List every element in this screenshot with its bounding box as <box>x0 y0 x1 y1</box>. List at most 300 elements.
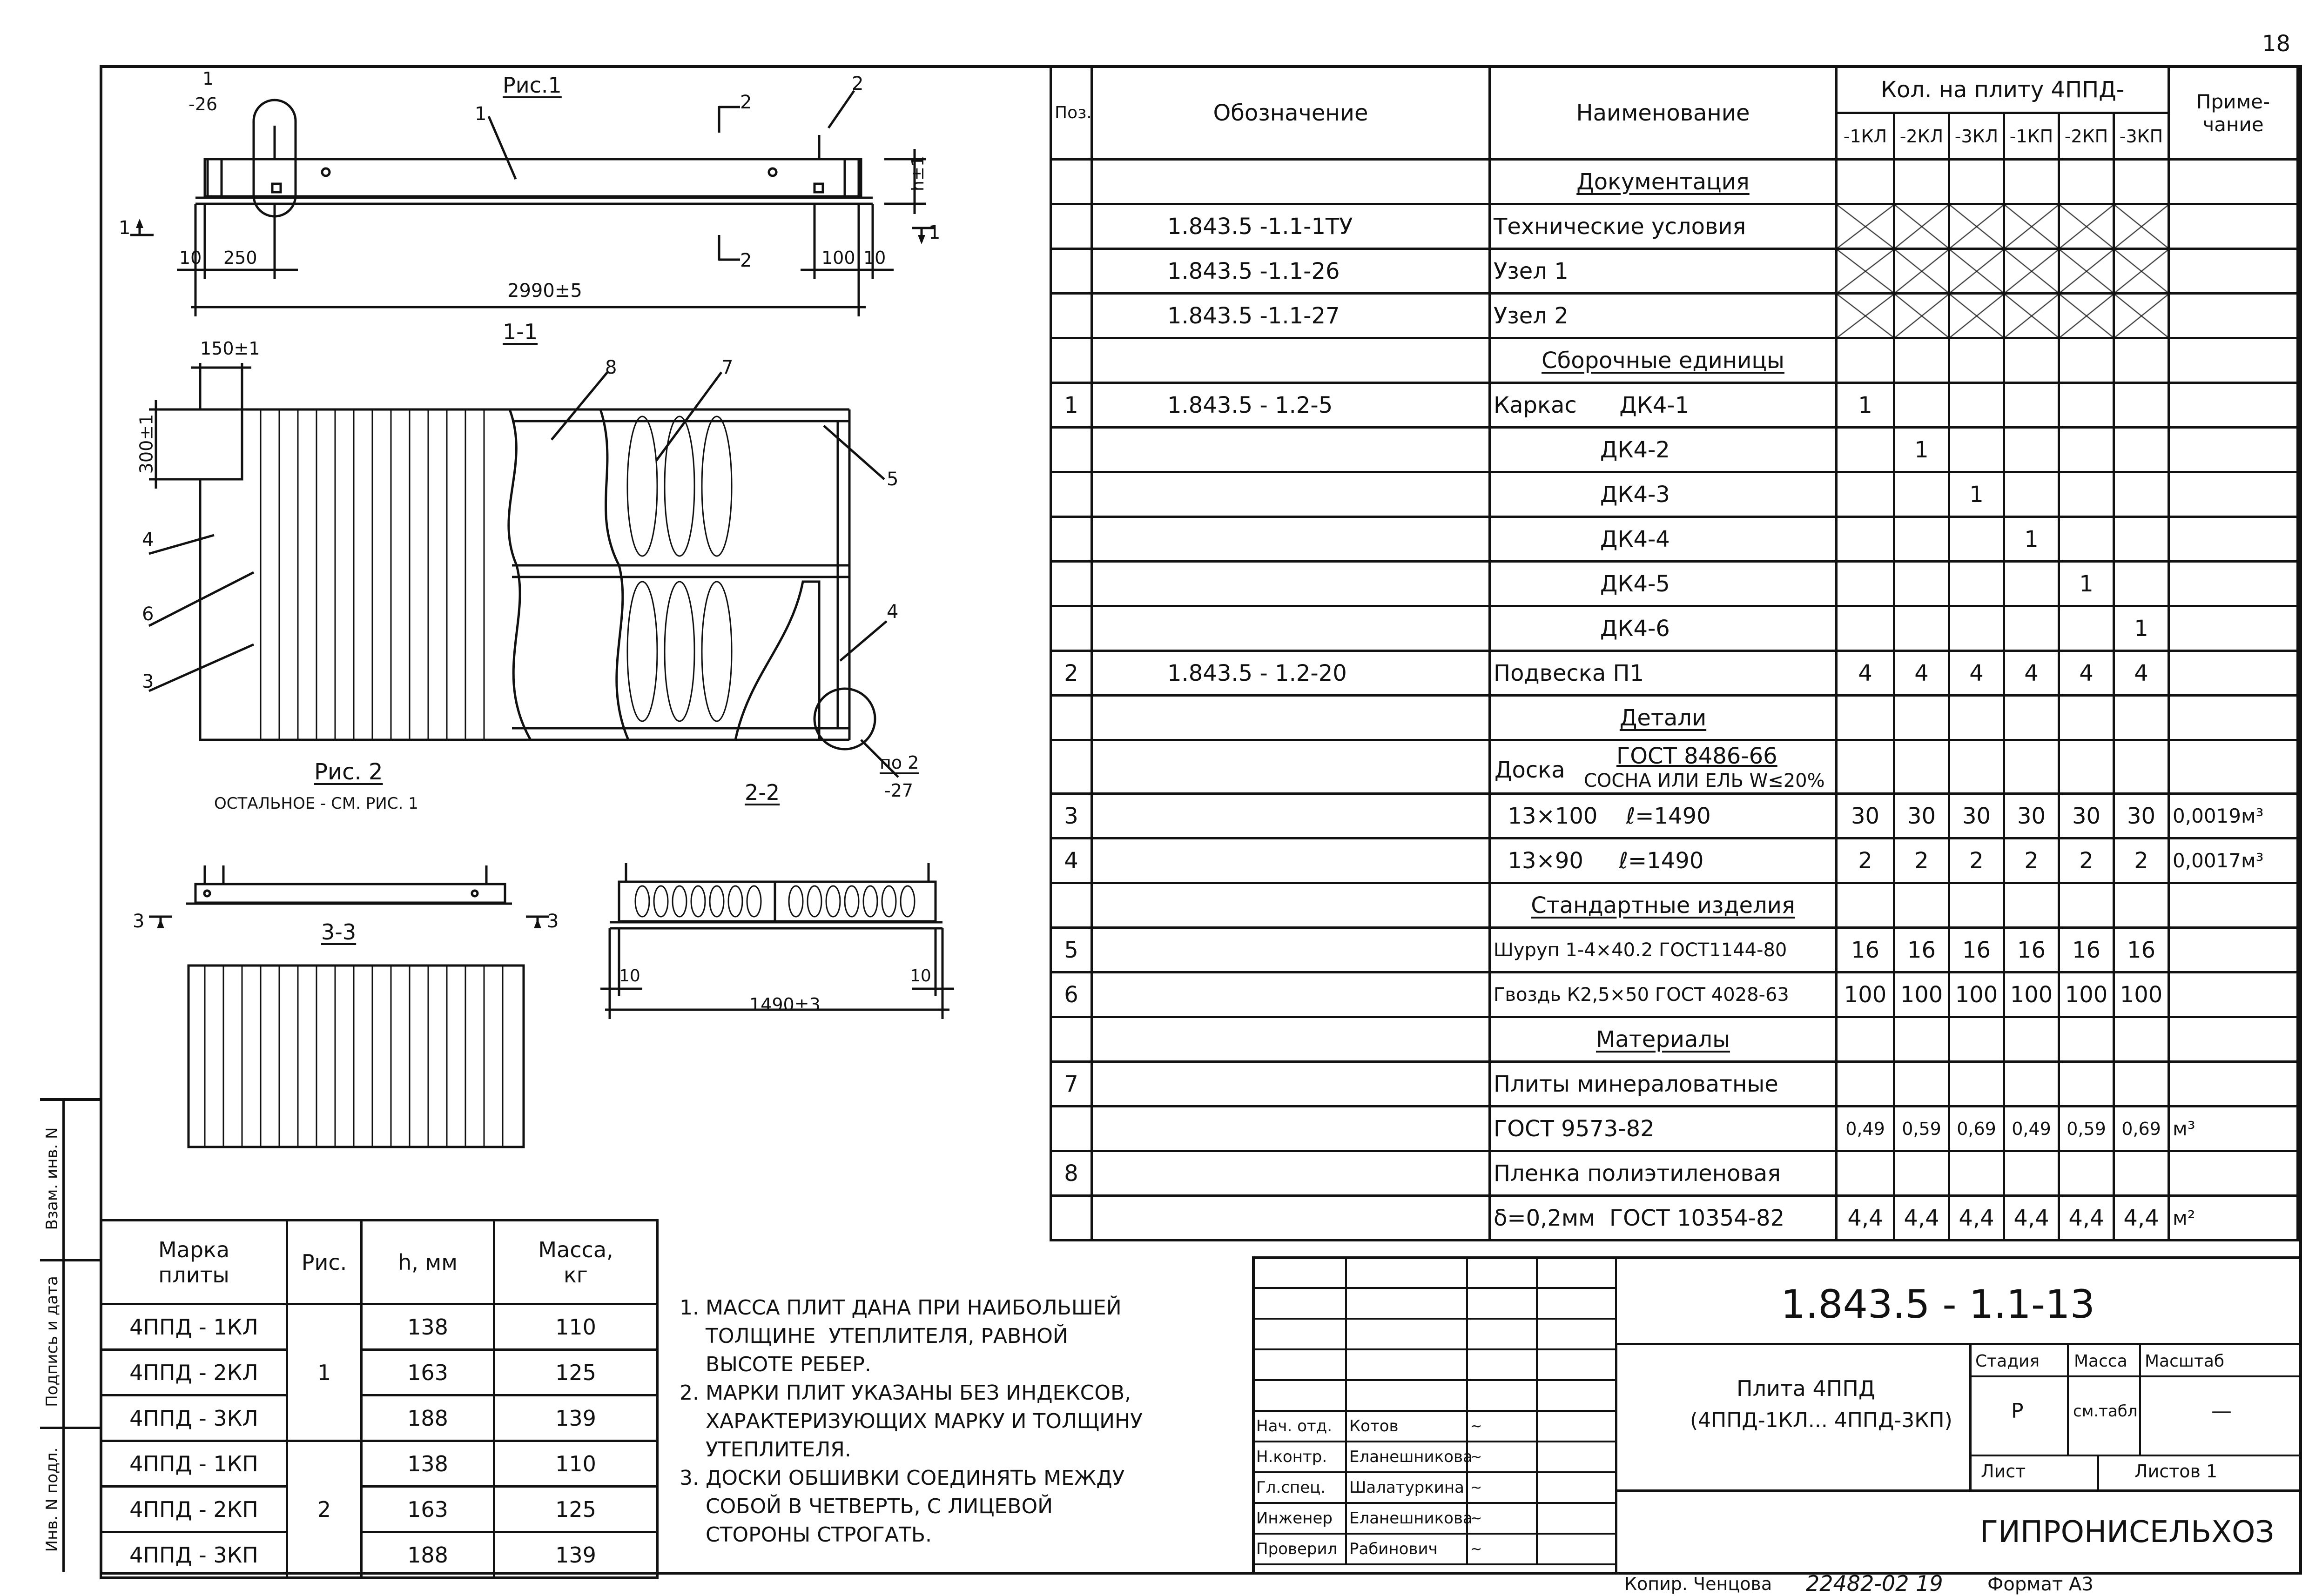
spec-name: Подвеска П1 <box>1490 651 1837 696</box>
spec-qty <box>2059 517 2114 562</box>
copier-number: 22482-02 19 <box>1806 1571 1943 1596</box>
spec-pos <box>1051 883 1092 928</box>
spec-qty <box>2059 160 2114 204</box>
spec-qty: 100 <box>1894 972 1949 1017</box>
fig1-leader-2: 2 <box>852 73 864 94</box>
spec-row <box>1051 651 2298 696</box>
copier-label: Копир. Ченцова <box>1624 1574 1772 1594</box>
wood-standard: ГОСТ 8486-66 <box>1616 743 1777 769</box>
sig-role: Нач. отд. <box>1253 1411 1346 1442</box>
spec-name: ДК4-2 <box>1490 428 1837 472</box>
spec-qty: 0,49 <box>2004 1106 2059 1151</box>
spec-note <box>2169 249 2298 294</box>
spec-qty <box>2004 383 2059 428</box>
spec-row <box>1051 972 2298 1017</box>
node2-ref-bottom: -27 <box>884 780 914 801</box>
spec-note <box>2169 696 2298 740</box>
spec-qty <box>2114 562 2169 606</box>
spec-pos <box>1051 472 1092 517</box>
spec-name: δ=0,2мм ГОСТ 10354-82 <box>1490 1196 1837 1241</box>
spec-note <box>2169 928 2298 972</box>
mass-row-h: 138 <box>362 1304 494 1350</box>
spec-qty <box>1894 294 1949 338</box>
fig2-title: Рис. 2 <box>314 759 383 785</box>
spec-designation <box>1092 1151 1490 1196</box>
spec-qty <box>1949 294 2004 338</box>
mass-head-mark: Марка плиты <box>101 1220 287 1304</box>
spec-name: ДК4-6 <box>1490 606 1837 651</box>
note-line: СОБОЙ В ЧЕТВЕРТЬ, С ЛИЦЕВОЙ <box>680 1495 1053 1518</box>
spec-designation <box>1092 1196 1490 1241</box>
spec-name: Сборочные единицы <box>1490 338 1837 383</box>
spec-qty: 2 <box>2004 838 2059 883</box>
spec-qty: 4 <box>2004 651 2059 696</box>
spec-qty <box>1949 1151 2004 1196</box>
spec-designation <box>1092 338 1490 383</box>
s11-leader-7: 7 <box>721 357 734 378</box>
spec-designation <box>1092 794 1490 838</box>
spec-name: Детали <box>1490 696 1837 740</box>
dim-100: 100 <box>821 248 855 268</box>
spec-qty <box>1837 428 1894 472</box>
spec-col-2kl: -2КЛ <box>1894 113 1949 160</box>
spec-qty <box>1949 740 2004 794</box>
spec-qty <box>2114 383 2169 428</box>
spec-qty <box>1894 160 1949 204</box>
mass-row-h: 188 <box>362 1532 494 1578</box>
spec-qty <box>2059 294 2114 338</box>
spec-note: 0,0017м³ <box>2169 838 2298 883</box>
notes <box>680 1294 1143 1549</box>
sheet-format: Формат А3 <box>1987 1574 2094 1595</box>
fig1-plank <box>205 159 861 196</box>
spec-name: ДК4-5 <box>1490 562 1837 606</box>
spec-note <box>2169 883 2298 928</box>
spec-note <box>2169 160 2298 204</box>
spec-designation: 1.843.5 - 1.2-5 <box>1092 383 1490 428</box>
spec-row <box>1051 794 2298 838</box>
spec-qty <box>1894 517 1949 562</box>
wood-species: СОСНА ИЛИ ЕЛЬ W≤20% <box>1584 770 1825 791</box>
spec-row <box>1051 1196 2298 1241</box>
spec-qty: 4 <box>1894 651 1949 696</box>
spec-name: Плиты минераловатные <box>1490 1062 1837 1106</box>
spec-qty <box>1894 204 1949 249</box>
spec-name: Шуруп 1-4×40.2 ГОСТ1144-80 <box>1490 928 1837 972</box>
mass-fig-1: 1 <box>287 1304 362 1441</box>
stamp-replace-inv: Взам. инв. N <box>43 1127 61 1230</box>
spec-qty <box>2059 428 2114 472</box>
mass-head-mass: Масса, кг <box>494 1220 658 1304</box>
mass-row-mark: 4ППД - 3КП <box>101 1532 287 1578</box>
spec-qty <box>1894 562 1949 606</box>
spec-row <box>1051 838 2298 883</box>
spec-qty <box>1837 606 1894 651</box>
spec-pos <box>1051 204 1092 249</box>
spec-row <box>1051 1151 2298 1196</box>
note-line: 3. ДОСКИ ОБШИВКИ СОЕДИНЯТЬ МЕЖДУ <box>680 1466 1125 1490</box>
spec-qty: 100 <box>2004 972 2059 1017</box>
spec-col-1kp: -1КП <box>2004 113 2059 160</box>
spec-name: Материалы <box>1490 1017 1837 1062</box>
spec-qty: 100 <box>2059 972 2114 1017</box>
spec-qty <box>2114 338 2169 383</box>
spec-qty: 2 <box>1894 838 1949 883</box>
spec-note: 0,0019м³ <box>2169 794 2298 838</box>
spec-designation <box>1092 838 1490 883</box>
spec-qty <box>1949 606 2004 651</box>
spec-designation <box>1092 517 1490 562</box>
section22-title: 2-2 <box>745 780 780 805</box>
spec-qty: 4 <box>1949 651 2004 696</box>
spec-pos <box>1051 562 1092 606</box>
spec-qty <box>1949 883 2004 928</box>
spec-table <box>1050 65 2299 1241</box>
spec-qty <box>1949 1017 2004 1062</box>
spec-qty: 2 <box>2114 838 2169 883</box>
spec-qty <box>2114 1062 2169 1106</box>
spec-qty <box>2059 606 2114 651</box>
spec-designation: 1.843.5 -1.1-27 <box>1092 294 1490 338</box>
mass-label: Масса <box>2074 1352 2127 1371</box>
spec-col-2kp: -2КП <box>2059 113 2114 160</box>
spec-qty <box>1837 294 1894 338</box>
s11-leader-6: 6 <box>142 604 154 625</box>
spec-name: ГОСТ 9573-82 <box>1490 1106 1837 1151</box>
spec-designation: 1.843.5 -1.1-26 <box>1092 249 1490 294</box>
spec-designation <box>1092 1062 1490 1106</box>
spec-qty <box>2114 294 2169 338</box>
spec-qty: 1 <box>2059 562 2114 606</box>
s11-leader-4: 4 <box>142 529 154 550</box>
mass-table <box>100 1219 659 1579</box>
spec-qty <box>1894 1062 1949 1106</box>
spec-note: м² <box>2169 1196 2298 1241</box>
spec-qty <box>2004 1017 2059 1062</box>
spec-qty <box>2004 472 2059 517</box>
note-line: 1. МАССА ПЛИТ ДАНА ПРИ НАИБОЛЬШЕЙ <box>680 1296 1122 1320</box>
spec-qty <box>2059 383 2114 428</box>
spec-qty <box>1894 338 1949 383</box>
spec-qty <box>1837 472 1894 517</box>
spec-qty <box>2004 883 2059 928</box>
spec-qty: 0,59 <box>2059 1106 2114 1151</box>
sheet-label: Лист <box>1981 1461 2026 1482</box>
spec-qty <box>1837 249 1894 294</box>
spec-qty <box>1837 517 1894 562</box>
mass-head-h: h, мм <box>362 1220 494 1304</box>
sig-name: Котов <box>1346 1411 1467 1442</box>
spec-qty <box>1837 1017 1894 1062</box>
spec-designation: 1.843.5 -1.1-1ТУ <box>1092 204 1490 249</box>
spec-qty <box>2114 696 2169 740</box>
spec-qty <box>2004 338 2059 383</box>
spec-qty: 100 <box>2114 972 2169 1017</box>
spec-row <box>1051 928 2298 972</box>
signature-icon: ~ <box>1467 1503 1537 1534</box>
spec-name: Узел 2 <box>1490 294 1837 338</box>
section1-mark-left: 1 <box>119 217 131 239</box>
spec-note <box>2169 562 2298 606</box>
mass-row-h: 188 <box>362 1395 494 1441</box>
sig-name: Еланешникова <box>1346 1442 1467 1472</box>
spec-qty: 2 <box>1837 838 1894 883</box>
spec-qty: 2 <box>2059 838 2114 883</box>
spec-qty <box>1894 606 1949 651</box>
fig2-note: ОСТАЛЬНОЕ - СМ. РИС. 1 <box>214 794 418 813</box>
spec-qty <box>2004 1062 2059 1106</box>
spec-qty: 30 <box>1837 794 1894 838</box>
spec-row <box>1051 204 2298 249</box>
stage-value: Р <box>2011 1399 2024 1423</box>
section2-mark-top: 2 <box>740 92 752 113</box>
spec-row <box>1051 383 2298 428</box>
spec-qty: 0,69 <box>2114 1106 2169 1151</box>
mass-row-mark: 4ППД - 1КП <box>101 1441 287 1487</box>
node2-ref-top: по 2 <box>880 752 919 773</box>
mass-fig-2: 2 <box>287 1441 362 1578</box>
mass-row-mass: 110 <box>494 1304 658 1350</box>
stamp-sign-date: Подпись и дата <box>43 1276 61 1407</box>
spec-note <box>2169 204 2298 249</box>
spec-qty <box>2059 883 2114 928</box>
spec-pos <box>1051 294 1092 338</box>
spec-qty: 4,4 <box>1894 1196 1949 1241</box>
s22-dim-10a: 10 <box>619 966 640 986</box>
mass-value: см.табл. <box>2073 1402 2143 1421</box>
sig-role: Н.контр. <box>1253 1442 1346 1472</box>
sheets-label: Листов 1 <box>2134 1461 2218 1482</box>
spec-col-3kp: -3КП <box>2114 113 2169 160</box>
item-name-line2: (4ППД-1КЛ... 4ППД-3КП) <box>1690 1408 1952 1432</box>
spec-name: Пленка полиэтиленовая <box>1490 1151 1837 1196</box>
spec-row <box>1051 160 2298 204</box>
spec-note <box>2169 294 2298 338</box>
spec-qty: 1 <box>1894 428 1949 472</box>
spec-row <box>1051 294 2298 338</box>
section22-body <box>619 882 936 921</box>
spec-head-pos: Поз. <box>1051 67 1092 160</box>
spec-row <box>1051 472 2298 517</box>
spec-qty <box>1837 1062 1894 1106</box>
spec-note <box>2169 740 2298 794</box>
section1-mark-right: 1 <box>929 222 941 243</box>
spec-qty: 16 <box>2004 928 2059 972</box>
spec-pos <box>1051 1017 1092 1062</box>
spec-qty <box>2004 696 2059 740</box>
signature-icon: ~ <box>1467 1472 1537 1503</box>
spec-row <box>1051 1106 2298 1151</box>
spec-qty <box>1894 383 1949 428</box>
spec-row <box>1051 1017 2298 1062</box>
spec-qty: 1 <box>2004 517 2059 562</box>
spec-qty <box>1894 472 1949 517</box>
spec-qty: 30 <box>2114 794 2169 838</box>
spec-pos <box>1051 249 1092 294</box>
spec-pos <box>1051 1106 1092 1151</box>
spec-row <box>1051 562 2298 606</box>
spec-note <box>2169 517 2298 562</box>
s22-leader-4: 4 <box>887 601 899 623</box>
spec-row <box>1051 428 2298 472</box>
dim-10-right: 10 <box>863 248 886 268</box>
spec-qty <box>2059 1017 2114 1062</box>
spec-qty: 100 <box>1837 972 1894 1017</box>
spec-designation <box>1092 1017 1490 1062</box>
note-line: СТОРОНЫ СТРОГАТЬ. <box>680 1523 932 1547</box>
drawing-code: 1.843.5 - 1.1-13 <box>1781 1281 2095 1327</box>
spec-designation <box>1092 928 1490 972</box>
spec-row <box>1051 696 2298 740</box>
page-number: 18 <box>2262 31 2291 57</box>
spec-qty <box>2004 294 2059 338</box>
note-line: 2. МАРКИ ПЛИТ УКАЗАНЫ БЕЗ ИНДЕКСОВ, <box>680 1381 1131 1405</box>
spec-qty: 4 <box>2059 651 2114 696</box>
spec-qty: 30 <box>1949 794 2004 838</box>
spec-qty: 0,69 <box>1949 1106 2004 1151</box>
signature-grid <box>1252 1256 1617 1565</box>
mass-row-mark: 4ППД - 2КЛ <box>101 1350 287 1395</box>
mass-row-mass: 125 <box>494 1350 658 1395</box>
spec-qty <box>2059 204 2114 249</box>
spec-qty <box>2059 1151 2114 1196</box>
spec-qty <box>1837 338 1894 383</box>
spec-qty <box>1837 160 1894 204</box>
spec-qty <box>1894 696 1949 740</box>
spec-qty: 4 <box>1837 651 1894 696</box>
signature-icon: ~ <box>1467 1442 1537 1472</box>
spec-qty <box>1837 204 1894 249</box>
dim-250: 250 <box>223 248 257 268</box>
signature-icon: ~ <box>1467 1411 1537 1442</box>
spec-qty <box>2059 1062 2114 1106</box>
section3-mark-left: 3 <box>133 911 145 932</box>
s11-leader-8: 8 <box>605 357 617 378</box>
spec-designation <box>1092 696 1490 740</box>
mass-row-mass: 139 <box>494 1395 658 1441</box>
spec-note <box>2169 428 2298 472</box>
spec-pos <box>1051 428 1092 472</box>
spec-note <box>2169 338 2298 383</box>
spec-qty <box>1894 740 1949 794</box>
sig-name: Шалатуркина <box>1346 1472 1467 1503</box>
scale-value: — <box>2211 1399 2232 1423</box>
spec-qty: 1 <box>1949 472 2004 517</box>
node1-ref-top: 1 <box>202 68 214 89</box>
sig-role: Гл.спец. <box>1253 1472 1346 1503</box>
spec-qty: 1 <box>2114 606 2169 651</box>
spec-head-designation: Обозначение <box>1092 67 1490 160</box>
spec-note <box>2169 472 2298 517</box>
spec-pos: 7 <box>1051 1062 1092 1106</box>
spec-qty <box>1949 696 2004 740</box>
mass-row-mass: 125 <box>494 1487 658 1532</box>
section33-plan <box>188 966 524 1147</box>
spec-qty <box>1837 696 1894 740</box>
spec-head-note: Приме-чание <box>2169 67 2298 160</box>
spec-name: Документация <box>1490 160 1837 204</box>
spec-designation <box>1092 606 1490 651</box>
spec-pos: 4 <box>1051 838 1092 883</box>
spec-qty <box>1894 249 1949 294</box>
spec-designation <box>1092 562 1490 606</box>
spec-qty: 4,4 <box>2059 1196 2114 1241</box>
spec-qty <box>1949 338 2004 383</box>
spec-qty: 30 <box>2004 794 2059 838</box>
dim-150: 150±1 <box>200 338 260 359</box>
spec-qty <box>1837 562 1894 606</box>
spec-qty <box>1949 383 2004 428</box>
spec-qty <box>1949 249 2004 294</box>
spec-pos <box>1051 696 1092 740</box>
spec-pos <box>1051 740 1092 794</box>
spec-head-name: Наименование <box>1490 67 1837 160</box>
spec-qty: 16 <box>2114 928 2169 972</box>
spec-note <box>2169 1062 2298 1106</box>
spec-qty: 0,59 <box>1894 1106 1949 1151</box>
dim-10-left: 10 <box>179 248 202 268</box>
spec-note <box>2169 606 2298 651</box>
spec-pos <box>1051 338 1092 383</box>
spec-qty <box>2059 249 2114 294</box>
s11-leader-3: 3 <box>142 671 154 692</box>
spec-qty <box>1837 740 1894 794</box>
item-name-line1: Плита 4ППД <box>1737 1376 1875 1401</box>
spec-name: Технические условия <box>1490 204 1837 249</box>
spec-note <box>2169 1151 2298 1196</box>
spec-pos: 1 <box>1051 383 1092 428</box>
spec-qty <box>2004 160 2059 204</box>
spec-designation <box>1092 428 1490 472</box>
spec-designation <box>1092 972 1490 1017</box>
spec-note <box>2169 383 2298 428</box>
spec-name-label: Доска <box>1494 757 1565 783</box>
section33-title: 3-3 <box>321 919 357 945</box>
node1-ref-bottom: -26 <box>188 94 218 114</box>
spec-qty <box>2004 606 2059 651</box>
dim-2990: 2990±5 <box>507 280 582 302</box>
spec-qty <box>2059 338 2114 383</box>
spec-designation: 1.843.5 - 1.2-20 <box>1092 651 1490 696</box>
spec-name: ДК4-3 <box>1490 472 1837 517</box>
spec-designation <box>1092 740 1490 794</box>
section11-title: 1-1 <box>503 319 538 344</box>
spec-qty <box>1949 428 2004 472</box>
sig-role: Инженер <box>1253 1503 1346 1534</box>
section3-mark-right: 3 <box>547 911 559 932</box>
spec-qty <box>1894 1151 1949 1196</box>
spec-qty <box>2114 1017 2169 1062</box>
spec-name: Стандартные изделия <box>1490 883 1837 928</box>
spec-pos: 2 <box>1051 651 1092 696</box>
sig-name: Рабинович <box>1346 1534 1467 1564</box>
spec-qty: 1 <box>1837 383 1894 428</box>
s22-dim-10b: 10 <box>910 966 931 986</box>
s22-dim-1490: 1490±3 <box>749 994 821 1015</box>
mass-row-mass: 110 <box>494 1441 658 1487</box>
spec-qty: 16 <box>2059 928 2114 972</box>
spec-qty: 4,4 <box>1949 1196 2004 1241</box>
spec-pos <box>1051 1196 1092 1241</box>
spec-qty: 4 <box>2114 651 2169 696</box>
spec-qty <box>2059 740 2114 794</box>
spec-qty <box>1949 517 2004 562</box>
spec-qty <box>2114 204 2169 249</box>
spec-qty <box>2004 740 2059 794</box>
spec-qty: 2 <box>1949 838 2004 883</box>
sig-role: Проверил <box>1253 1534 1346 1564</box>
scale-label: Масштаб <box>2145 1352 2225 1371</box>
